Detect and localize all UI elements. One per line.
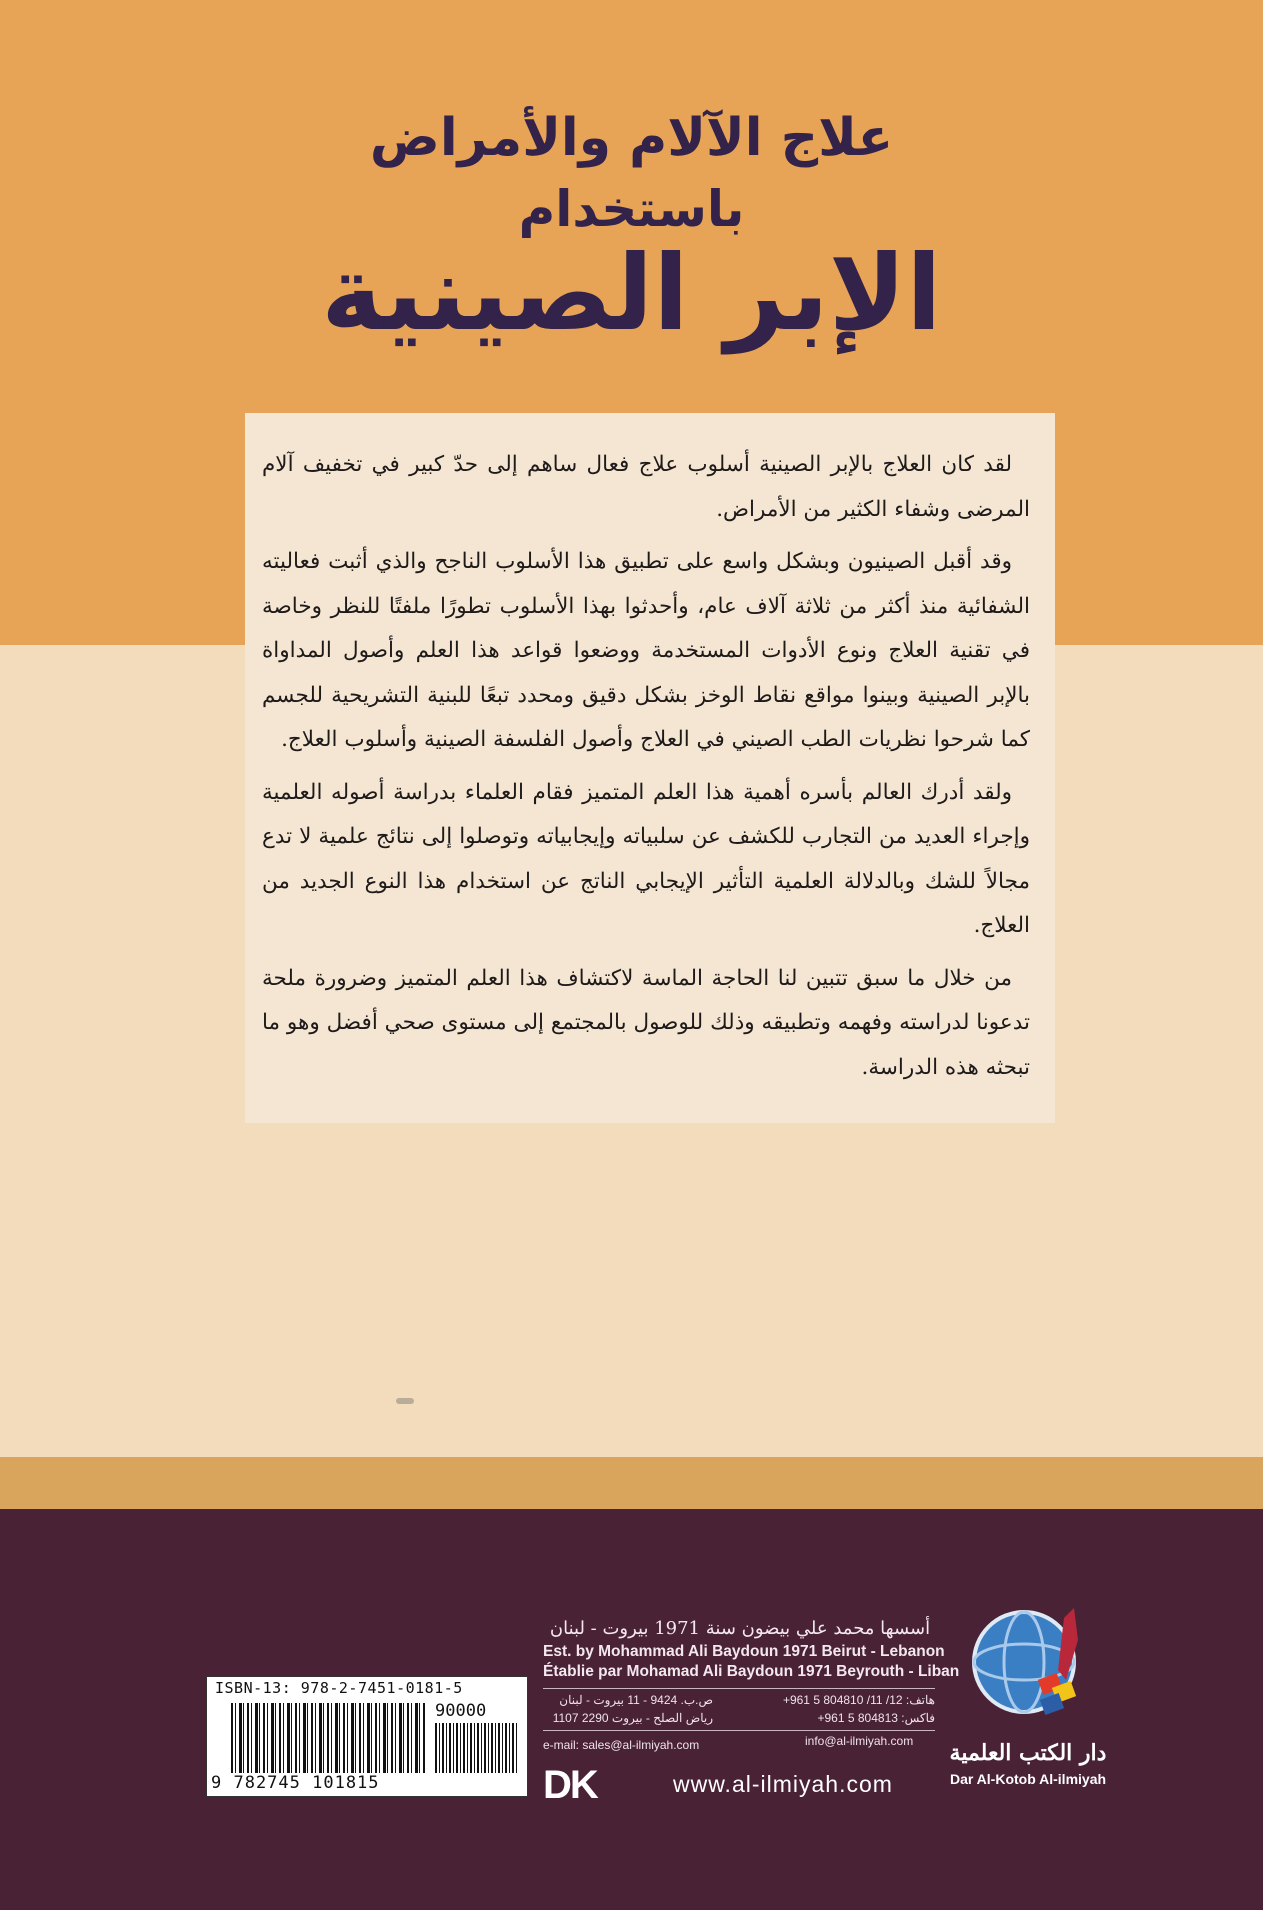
publisher-divider xyxy=(543,1688,935,1689)
publisher-pobox: ص.ب. 9424 - 11 بيروت - لبنان xyxy=(559,1693,713,1707)
title-line-2: باستخدام xyxy=(518,180,745,238)
publisher-name-en: Dar Al-Kotob Al-ilmiyah xyxy=(949,1771,1107,1787)
isbn-label: ISBN-13: 978-2-7451-0181-5 xyxy=(215,1679,463,1697)
blurb-paragraph-3: ولقد أدرك العالم بأسره أهمية هذا العلم المتميز فقام العلماء بدراسة أصوله العلمية وإجراء العديد من التجارب للكشف عن سلبياته وإيجابياته وتوصلوا إلى نتائج علمية لا تدع مجالاً للشك وبالدلالة العلمية التأثير الإيجابي الناتج عن استخدام هذا النوع الجديد من العلاج. xyxy=(262,779,1030,938)
publisher-founded-ar: أسسها محمد علي بيضون سنة 1971 بيروت - لبنان xyxy=(549,1618,931,1639)
publisher-established-fr: Établie par Mohamad Ali Baydoun 1971 Beyrouth - Liban xyxy=(543,1663,960,1680)
publisher-website[interactable]: www.al-ilmiyah.com xyxy=(673,1771,893,1797)
blurb-paragraph-4: من خلال ما سبق تتبين لنا الحاجة الماسة لاكتشاف هذا العلم المتميز وضرورة ملحة تدعونا لدراسته وفهمه وتطبيقه وذلك للوصول بالمجتمع إلى مستوى صحي أفضل وهو ما تبحثه هذه الدراسة. xyxy=(262,965,1030,1080)
publisher-sales-email[interactable]: e-mail: sales@al-ilmiyah.com xyxy=(543,1738,700,1752)
blurb-paragraph-2: وقد أقبل الصينيون وبشكل واسع على تطبيق هذا الأسلوب الناجح والذي أثبت فعاليته الشفائية منذ أكثر من ثلاثة آلاف عام، وأحدثوا بهذا الأسلوب تطورًا ملفتًا للنظر وخاصة في تقنية العلاج ونوع الأدوات المستخدمة ووضعوا قواعد هذا العلم وأصول المداواة بالإبر الصينية وبينوا مواقع نقاط الوخز بشكل دقيق ومحدد تبعًا للبنية التشريحية للجسم كما شرحوا نظريات الطب الصيني في العلاج وأصول الفلسفة الصينية وأسلوب العلاج. xyxy=(262,549,1030,752)
barcode-number: 9 782745 101815 xyxy=(211,1773,380,1793)
blurb-paragraph-1: لقد كان العلاج بالإبر الصينية أسلوب علاج فعال ساهم إلى حدّ كبير في تخفيف آلام المرضى وشفاء الكثير من الأمراض. xyxy=(262,452,1030,522)
publisher-phone: هاتف: 12/ 11/ 804810 5 961+ xyxy=(782,1693,935,1707)
dk-logo-text: DK xyxy=(543,1763,597,1807)
publisher-fax: فاكس: 804813 5 961+ xyxy=(817,1711,935,1725)
barcode-addon-number: 90000 xyxy=(435,1701,487,1721)
publisher-globe-logo xyxy=(962,1600,1096,1736)
publisher-name-ar: دار الكتب العلمية xyxy=(949,1740,1107,1766)
publisher-riad: رياض الصلح - بيروت 2290 1107 xyxy=(552,1711,713,1725)
cover-band xyxy=(0,1457,1263,1509)
decorative-dot xyxy=(396,1398,414,1404)
blurb-text xyxy=(262,443,1030,1098)
barcode-box xyxy=(206,1676,528,1797)
publisher-divider-2 xyxy=(543,1730,935,1731)
title-line-1: علاج الآلام والأمراض xyxy=(369,108,894,168)
publisher-info-email[interactable]: info@al-ilmiyah.com xyxy=(805,1734,914,1748)
title-line-3: الإبر الصينية xyxy=(321,232,942,354)
barcode-addon-bars xyxy=(435,1723,519,1773)
barcode-bars xyxy=(231,1703,427,1773)
publisher-established-en: Est. by Mohammad Ali Baydoun 1971 Beirut - Lebanon xyxy=(543,1643,945,1660)
